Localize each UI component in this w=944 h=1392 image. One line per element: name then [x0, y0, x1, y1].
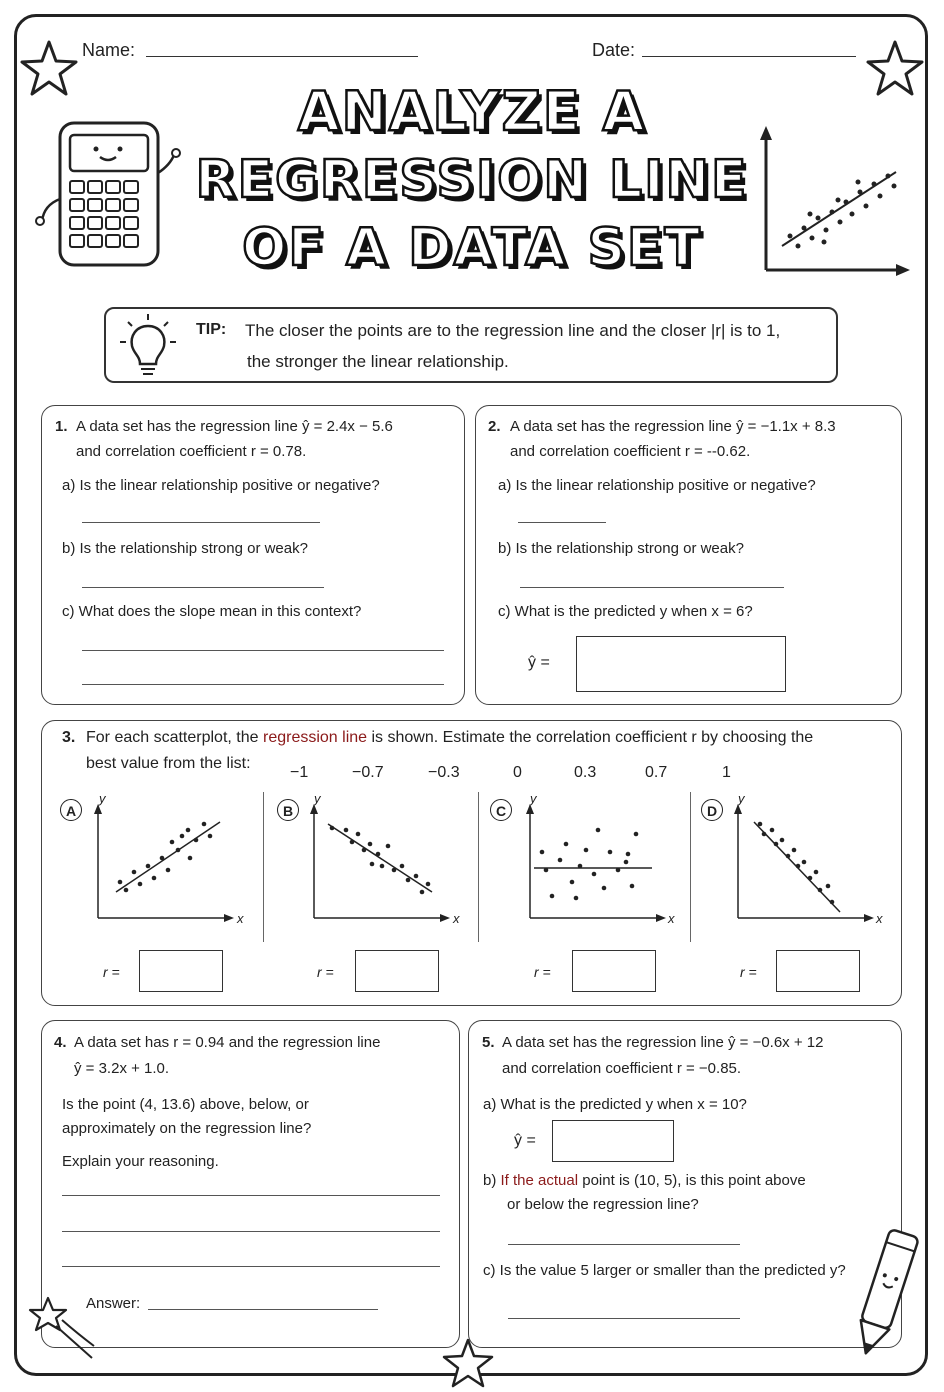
- plot-b-y-label: y: [314, 791, 321, 806]
- question-1-text: A data set has the regression line ŷ = 2.4x − 5.6: [76, 418, 393, 435]
- y-hat-label: ŷ =: [514, 1132, 536, 1149]
- name-label: Name:: [82, 40, 136, 60]
- answer-box[interactable]: [355, 950, 439, 992]
- scatterplot-d: [732, 800, 880, 924]
- answer-line[interactable]: [508, 1318, 740, 1319]
- plot-d-y-label: y: [738, 791, 745, 806]
- answer-box[interactable]: [552, 1120, 674, 1162]
- answer-line[interactable]: [82, 587, 324, 588]
- question-4-text: ŷ = 3.2x + 1.0.: [74, 1060, 170, 1077]
- tip-label: TIP:: [196, 321, 227, 338]
- plot-a-letter: A: [60, 799, 82, 821]
- answer-label: Answer:: [86, 1295, 141, 1312]
- answer-line[interactable]: [508, 1244, 740, 1245]
- shooting-star-icon: [28, 1296, 98, 1366]
- title-line-2: REGRESSION LINE: [195, 150, 749, 210]
- plot-a-y-label: y: [99, 791, 106, 806]
- answer-line[interactable]: [82, 684, 444, 685]
- divider: [263, 792, 264, 942]
- r-option: 0.7: [645, 764, 668, 781]
- answer-line[interactable]: [148, 1309, 378, 1310]
- question-1-number: 1.: [55, 418, 68, 435]
- divider: [690, 792, 691, 942]
- question-5c: c) Is the value 5 larger or smaller than the predicted y?: [483, 1262, 846, 1279]
- r-option: −0.3: [428, 764, 460, 781]
- question-2-number: 2.: [488, 418, 501, 435]
- answer-line[interactable]: [82, 522, 320, 523]
- plot-d-x-label: x: [876, 911, 883, 926]
- tip-text-1: The closer the points are to the regression line and the closer |r| is to 1,: [245, 321, 781, 340]
- question-5b: or below the regression line?: [507, 1196, 699, 1213]
- r-option: −0.7: [352, 764, 384, 781]
- tip-text-2: the stronger the linear relationship.: [247, 352, 509, 371]
- r-option: 1: [722, 764, 731, 781]
- scatterplot-illustration-icon: [740, 118, 920, 288]
- lightbulb-icon: [120, 312, 176, 378]
- plot-d-letter: D: [701, 799, 723, 821]
- answer-line[interactable]: [82, 650, 444, 651]
- plot-c-y-label: y: [530, 791, 537, 806]
- question-2b: b) Is the relationship strong or weak?: [498, 540, 744, 557]
- answer-line[interactable]: [518, 522, 606, 523]
- answer-box[interactable]: [576, 636, 786, 692]
- question-3-number: 3.: [62, 729, 76, 746]
- plot-c-x-label: x: [668, 911, 675, 926]
- question-4-text: approximately on the regression line?: [62, 1120, 312, 1137]
- question-3-text: For each scatterplot, the regression line is shown. Estimate the correlation coefficient r by choosing the: [86, 729, 814, 746]
- question-4-text: Explain your reasoning.: [62, 1153, 219, 1170]
- r-option: 0.3: [574, 764, 597, 781]
- divider: [478, 792, 479, 942]
- question-5a: a) What is the predicted y when x = 10?: [483, 1096, 747, 1113]
- question-5-text: A data set has the regression line ŷ = −0.6x + 12: [502, 1034, 824, 1051]
- question-3-text: best value from the list:: [86, 755, 251, 772]
- question-5b: b) If the actual point is (10, 5), is this point above: [483, 1172, 806, 1189]
- r-option: 0: [513, 764, 522, 781]
- question-4-number: 4.: [54, 1034, 67, 1051]
- plot-d-r-label: r =: [740, 964, 757, 980]
- title-line-3: OF A DATA SET: [242, 218, 702, 278]
- plot-b-r-label: r =: [317, 964, 334, 980]
- question-1-text: and correlation coefficient r = 0.78.: [76, 443, 307, 460]
- question-2c: c) What is the predicted y when x = 6?: [498, 603, 753, 620]
- answer-box[interactable]: [572, 950, 656, 992]
- question-2-text: and correlation coefficient r = --0.62.: [510, 443, 751, 460]
- question-1a: a) Is the linear relationship positive or negative?: [62, 477, 380, 494]
- answer-box[interactable]: [139, 950, 223, 992]
- question-1c: c) What does the slope mean in this context?: [62, 603, 362, 620]
- answer-line[interactable]: [62, 1195, 440, 1196]
- answer-line[interactable]: [520, 587, 784, 588]
- date-field[interactable]: [642, 56, 856, 57]
- title-line-1: ANALYZE A: [297, 80, 647, 143]
- scatterplot-c: [524, 800, 672, 924]
- question-2a: a) Is the linear relationship positive or negative?: [498, 477, 816, 494]
- r-option: −1: [290, 764, 309, 781]
- plot-a-x-label: x: [237, 911, 244, 926]
- question-2-text: A data set has the regression line ŷ = −1.1x + 8.3: [510, 418, 836, 435]
- question-4-text: A data set has r = 0.94 and the regression line: [74, 1034, 381, 1051]
- scatterplot-a: [92, 800, 240, 924]
- plot-b-letter: B: [277, 799, 299, 821]
- plot-c-r-label: r =: [534, 964, 551, 980]
- question-1b: b) Is the relationship strong or weak?: [62, 540, 308, 557]
- answer-line[interactable]: [62, 1231, 440, 1232]
- scatterplot-b: [308, 800, 456, 924]
- plot-c-letter: C: [490, 799, 512, 821]
- plot-a-r-label: r =: [103, 964, 120, 980]
- question-5-text: and correlation coefficient r = −0.85.: [502, 1060, 742, 1077]
- name-field[interactable]: [146, 56, 418, 57]
- answer-line[interactable]: [62, 1266, 440, 1267]
- question-5-number: 5.: [482, 1034, 495, 1051]
- plot-b-x-label: x: [453, 911, 460, 926]
- star-icon: [438, 1338, 498, 1392]
- answer-box[interactable]: [776, 950, 860, 992]
- question-4-text: Is the point (4, 13.6) above, below, or: [62, 1096, 309, 1113]
- date-label: Date:: [592, 40, 636, 60]
- y-hat-label: ŷ =: [528, 654, 550, 671]
- pencil-icon: [846, 1224, 922, 1364]
